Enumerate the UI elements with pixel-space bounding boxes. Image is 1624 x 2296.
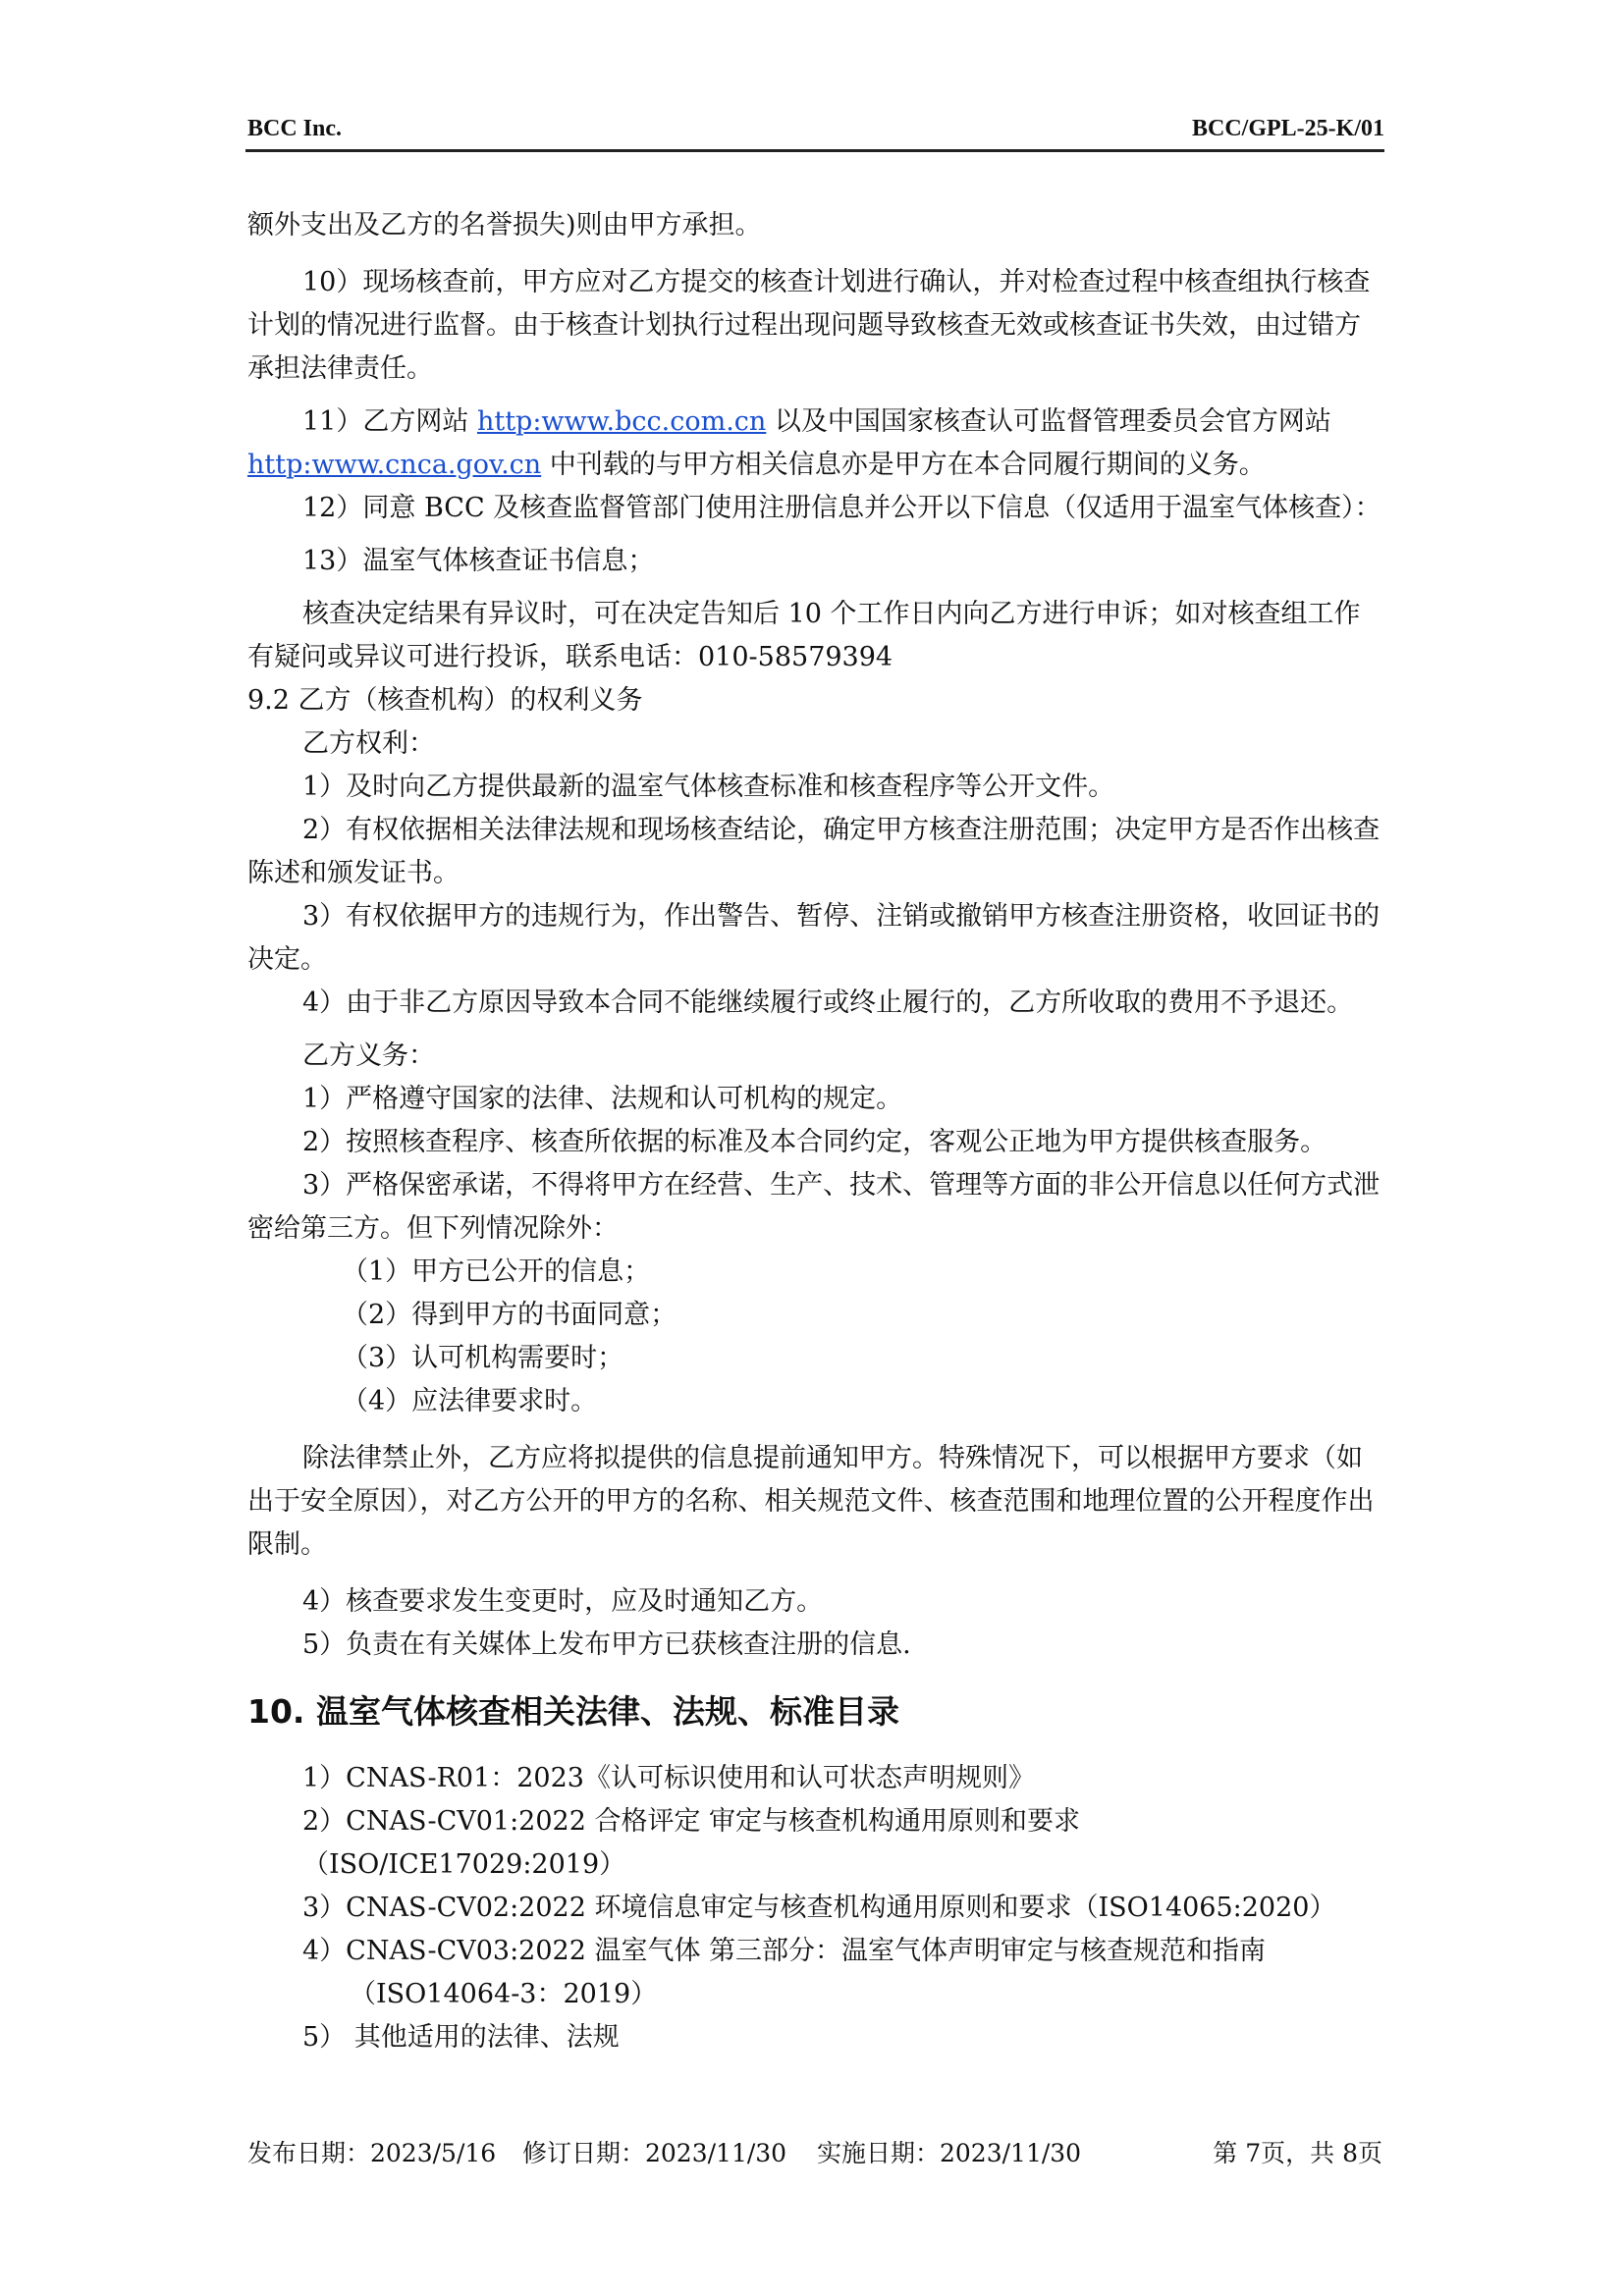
document-body bbox=[247, 204, 1382, 2059]
standard-item: 3）CNAS-CV02:2022 环境信息审定与核查机构通用原则和要求（ISO14065:2020） bbox=[302, 1893, 1336, 1923]
right-item-1: 1）及时向乙方提供最新的温室气体核查标准和核查程序等公开文件。 bbox=[302, 772, 1115, 802]
section-10-heading: 10. 温室气体核查相关法律、法规、标准目录 bbox=[247, 1692, 899, 1731]
section-9-2-heading: 9.2 乙方（核查机构）的权利义务 bbox=[247, 685, 643, 716]
header-rule bbox=[245, 149, 1384, 152]
footer-issue-date: 发布日期：2023/5/16 bbox=[247, 2139, 497, 2167]
clause-11 bbox=[247, 400, 1382, 487]
duty-item-5: 5）负责在有关媒体上发布甲方已获核查注册的信息. bbox=[302, 1629, 911, 1660]
standard-item: 4）CNAS-CV03:2022 温室气体 第三部分：温室气体声明审定与核查规范和指南（ISO14064-3：2019） bbox=[302, 1936, 1267, 2009]
clause-11-prefix: 11）乙方网站 bbox=[302, 406, 469, 437]
appeal-paragraph: 核查决定结果有异议时，可在决定告知后 10 个工作日内向乙方进行申诉；如对核查组工作有疑问或异议可进行投诉，联系电话：010-58579394 bbox=[247, 599, 1361, 672]
duty-item-2: 2）按照核查程序、核查所依据的标准及本合同约定，客观公正地为甲方提供核查服务。 bbox=[302, 1127, 1327, 1157]
exception-item-4: （4）应法律要求时。 bbox=[342, 1386, 598, 1416]
cnca-website-link[interactable]: http:www.cnca.gov.cn bbox=[247, 450, 542, 480]
clause-12: 12）同意 BCC 及核查监督管部门使用注册信息并公开以下信息（仅适用于温室气体核查）： bbox=[302, 493, 1381, 523]
duty-item-4: 4）核查要求发生变更时，应及时通知乙方。 bbox=[302, 1586, 824, 1617]
standard-item: 5） 其他适用的法律、法规 bbox=[302, 2022, 620, 2053]
standards-list bbox=[247, 1757, 1382, 2059]
footer-effective-date: 实施日期：2023/11/30 bbox=[817, 2139, 1082, 2167]
clause-11-middle: 以及中国国家核查认可监督管理委员会官方网站 bbox=[774, 406, 1331, 437]
right-item-2: 2）有权依据相关法律法规和现场核查结论，确定甲方核查注册范围；决定甲方是否作出核查陈述和颁发证书。 bbox=[247, 815, 1380, 888]
footer-revision-date: 修订日期：2023/11/30 bbox=[522, 2139, 787, 2167]
rights-title: 乙方权利： bbox=[302, 728, 435, 759]
exception-item-1: （1）甲方已公开的信息； bbox=[342, 1256, 651, 1287]
clause-11-suffix: 中刊载的与甲方相关信息亦是甲方在本合同履行期间的义务。 bbox=[549, 450, 1266, 480]
right-item-3: 3）有权依据甲方的违规行为，作出警告、暂停、注销或撤销甲方核查注册资格，收回证书的决定。 bbox=[247, 901, 1380, 975]
clause-10: 10）现场核查前，甲方应对乙方提交的核查计划进行确认，并对检查过程中核查组执行核查计划的情况进行监督。由于核查计划执行过程出现问题导致核查无效或核查证书失效，由过错方承担法律责任。 bbox=[247, 267, 1371, 384]
standard-item: 2）CNAS-CV01:2022 合格评定 审定与核查机构通用原则和要求（ISO/ICE17029:2019） bbox=[302, 1806, 1081, 1880]
duty-item-3: 3）严格保密承诺，不得将甲方在经营、生产、技术、管理等方面的非公开信息以任何方式泄密给第三方。但下列情况除外： bbox=[247, 1170, 1380, 1244]
exception-item-3: （3）认可机构需要时； bbox=[342, 1343, 624, 1373]
page-footer bbox=[247, 2134, 1382, 2169]
disclosure-paragraph: 除法律禁止外，乙方应将拟提供的信息提前通知甲方。特殊情况下，可以根据甲方要求（如出于安全原因），对乙方公开的甲方的名称、相关规范文件、核查范围和地理位置的公开程度作出限制。 bbox=[247, 1443, 1375, 1560]
standard-item: 1）CNAS-R01：2023《认可标识使用和认可状态声明规则》 bbox=[302, 1763, 1035, 1793]
footer-page-number: 第 7页，共 8页 bbox=[1213, 2139, 1382, 2167]
header-company: BCC Inc. bbox=[247, 116, 343, 141]
paragraph-continuation: 额外支出及乙方的名誉损失)则由甲方承担。 bbox=[247, 210, 762, 240]
header-doc-code: BCC/GPL-25-K/01 bbox=[1192, 116, 1384, 141]
bcc-website-link[interactable]: http:www.bcc.com.cn bbox=[476, 406, 767, 437]
right-item-4: 4）由于非乙方原因导致本合同不能继续履行或终止履行的，乙方所收取的费用不予退还。 bbox=[302, 988, 1354, 1018]
clause-13: 13）温室气体核查证书信息； bbox=[302, 546, 655, 576]
exception-item-2: （2）得到甲方的书面同意； bbox=[342, 1300, 677, 1330]
duties-title: 乙方义务： bbox=[302, 1041, 435, 1071]
duty-item-1: 1）严格遵守国家的法律、法规和认可机构的规定。 bbox=[302, 1084, 903, 1114]
